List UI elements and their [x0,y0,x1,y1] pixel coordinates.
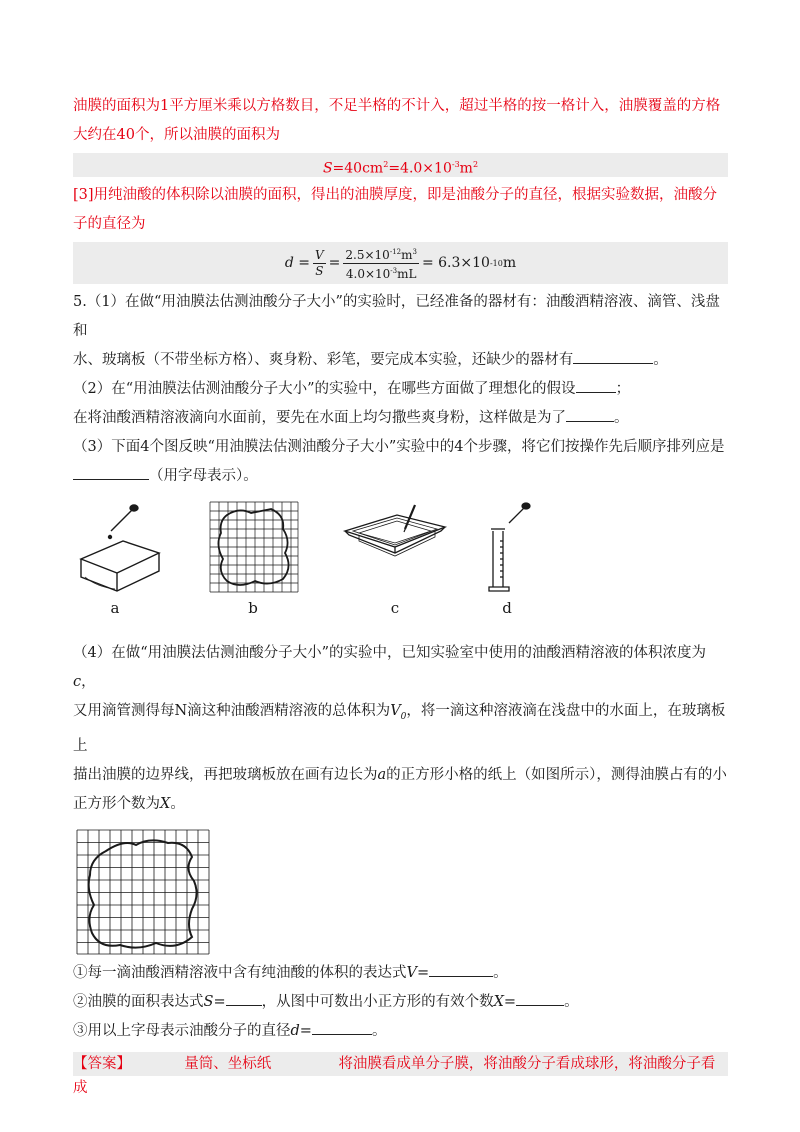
q5-part3: （3）下面4个图反映“用油膜法估测油酸分子大小”实验中的4个步骤，将它们按操作先后顺序排列应是 （用字母表示）。 [73,439,725,484]
solution-paragraph-diameter: [3]用纯油酸的体积除以油膜的面积，得出的油膜厚度，即是油酸分子的直径，根据实验数据，油酸分子的直径为 [73,187,718,232]
equation-diameter: d = $\frac{V}{S}$ = $\frac{2.5\times 10^{-12}m^3}{4.0\times 10^{-3}mL}$ = 6.3×10 -10 m [73,242,728,284]
figure-label-c: c [390,599,400,617]
answer-blank-2[interactable] [576,378,616,393]
answer-2: 将油膜看成单分子膜，将油酸分子看成球形，将油酸分子看成 [73,1055,716,1096]
oil-film-grid-figure [76,829,210,955]
q5-part1: 5.（1）在做“用油膜法估测油酸分子大小”的实验时，已经准备的器材有：油酸酒精溶液、滴管、浅盘和 水、玻璃板（不带坐标方格）、爽身粉、彩笔，要完成本实验，还缺少的器材有 。 [73,294,720,368]
answer-blank-8[interactable] [312,1020,372,1035]
fraction-v-over-s: $\frac{V}{S}$ [315,247,324,278]
figure-label-d: d [502,599,512,617]
figure-d-graduated-cylinder [487,501,537,597]
fraction-values: $\frac{2.5\times 10^{-12}m^3}{4.0\times 10^{-3}mL}$ [343,245,419,282]
q5-part4: （4）在做“用油膜法估测油酸分子大小”的实验中，已知实验室中使用的油酸酒精溶液的体积浓度为c， 又用滴管测得每N滴这种油酸酒精溶液的总体积为$V_0$，将一滴这种溶液滴在浅盘中的水面上，在玻璃板上 描出油膜的边界线，再把玻璃板放在画有边长为a的正方形小格的纸上（如图所示），测得油膜占有的小 正方形个数为X。 [73,645,727,812]
figure-label-a: a [110,599,120,617]
answer-blank-4[interactable] [73,465,149,480]
answer-tag: 【答案】 [73,1055,131,1072]
answer-blank-7[interactable] [516,991,564,1006]
answer-blank-1[interactable] [573,349,653,364]
figure-a-glass-plate-dropper [77,501,161,597]
answer-1: 量筒、坐标纸 [184,1055,272,1072]
solution-paragraph-area: 油膜的面积为1平方厘米乘以方格数目，不足半格的不计入，超过半格的按一格计入，油膜覆盖的方格大约在40个，所以油膜的面积为 [73,98,721,143]
document-page [73,92,728,1096]
answer-blank-6[interactable] [226,991,262,1006]
answer-row [73,1052,728,1096]
experiment-steps-figures [73,501,728,629]
q5-subquestions: ①每一滴油酸酒精溶液中含有纯油酸的体积的表达式V= 。 ②油膜的面积表达式S= ，从图中可数出小正方形的有效个数X= 。 ③用以上字母表示油酸分子的直径d= 。 [73,959,728,1046]
answer-blank-3[interactable] [566,407,614,422]
figure-c-tray-pen [339,501,451,573]
answer-blank-5[interactable] [429,962,493,977]
equation-area: $S=40cm^2=4.0\times 10^{-3}m^2$ [73,153,728,177]
figure-b-grid-outline [209,501,299,593]
figure-label-b: b [248,599,258,617]
q5-part2: （2）在“用油膜法估测油酸分子大小”的实验中，在哪些方面做了理想化的假设 ； 在将油酸酒精溶液滴向水面前，要先在水面上均匀撒些爽身粉，这样做是为了 。 [73,375,728,433]
